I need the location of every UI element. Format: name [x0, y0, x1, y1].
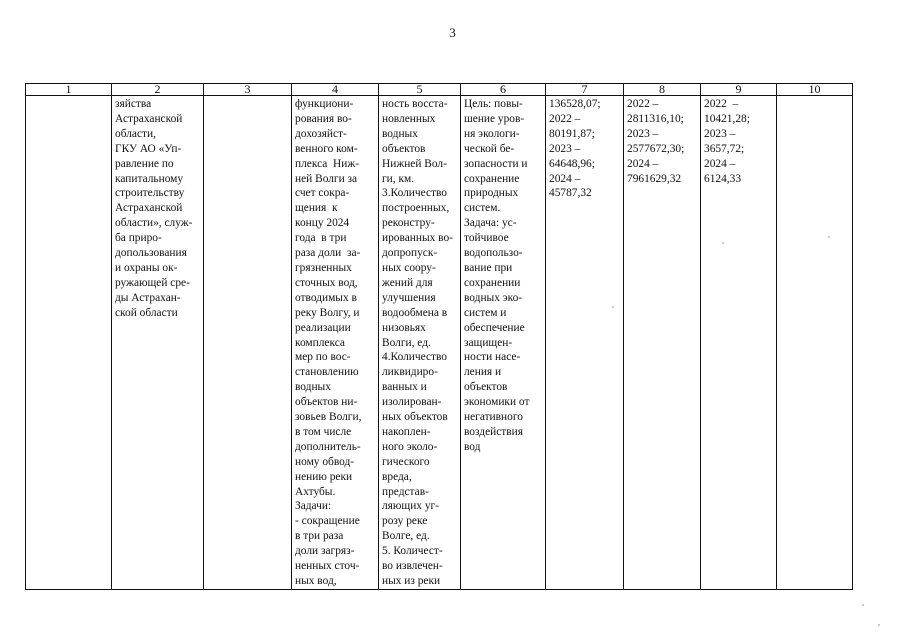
column-header-3: 3 — [204, 84, 292, 96]
table-cell-2 — [112, 96, 204, 590]
column-header-2: 2 — [112, 84, 204, 96]
header-row — [26, 84, 853, 96]
column-header-9: 9 — [701, 84, 777, 96]
column-header-8: 8 — [624, 84, 701, 96]
scan-speck — [828, 236, 830, 238]
column-header-5: 5 — [379, 84, 461, 96]
table-cell-1 — [26, 96, 112, 590]
cell-text: ность восста- новленных водных объектов Нижней Вол- ги, км. 3.Количество построенных, реконстру- ированных во- допропуск- ных соору- жений для улучшения водообмена в низовьях Волги, ед. 4.Количество ликвидиро- ванных и изолирован- ных объектов накоплен- ного эколо- гического вреда, представ- ляющих уг- розу реке Волге, ед. 5. Количест- во извлечен- ных из реки — [382, 98, 453, 587]
cell-text: Цель: повы- шение уров- ня экологи- ческой бе- зопасности и сохранение природных систем. Задача: ус- тойчивое водопользо- вание при сохранении водных эко- систем и обеспечение защищен- ности насе- ления и объектов экономики от негативного воздействия вод — [464, 98, 530, 453]
scan-speck — [722, 242, 724, 244]
column-header-1: 1 — [26, 84, 112, 96]
table-row — [26, 96, 853, 590]
cell-text: 2022 – 2811316,10; 2023 – 2577672,30; 2024 – 7961629,32 — [627, 98, 685, 185]
table-cell-8 — [624, 96, 701, 590]
cell-text: зяйства Астраханской области, ГКУ АО «Уп- равление по капитальному строительству Астраханской области», служ- ба приро- допользования и охраны ок- ружающей сре- ды Астрахан- ской области — [115, 98, 193, 319]
column-header-6: 6 — [461, 84, 546, 96]
cell-text: 2022 – 10421,28; 2023 – 3657,72; 2024 – 6124,33 — [704, 98, 750, 185]
column-header-7: 7 — [546, 84, 624, 96]
column-header-10: 10 — [777, 84, 853, 96]
scan-speck — [862, 604, 864, 606]
table-cell-9 — [701, 96, 777, 590]
table-cell-5 — [379, 96, 461, 590]
data-table — [25, 83, 853, 590]
table-cell-3 — [204, 96, 292, 590]
column-header-4: 4 — [292, 84, 379, 96]
cell-text: функциони- рования во- дохозяйст- венного ком- плекса Ниж- ней Волги за счет сокра- щения к концу 2024 года в три раза доли за- грязненных сточных вод, отводимых в реку Волгу, и реализации комплекса мер по вос- становлению водных объектов ни- зовьев Волги, в том числе дополнитель- ному обвод- нению реки Ахтубы. Задачи: - сокращение в три раза доли загряз- ненных сточ- ных вод, — [295, 98, 362, 587]
table-cell-4 — [292, 96, 379, 590]
table-cell-6 — [461, 96, 546, 590]
scan-speck — [612, 306, 614, 308]
table-cell-7 — [546, 96, 624, 590]
page-number: 3 — [449, 25, 456, 40]
cell-text: 136528,07; 2022 – 80191,87; 2023 – 64648,96; 2024 – 45787,32 — [549, 98, 601, 200]
scan-speck — [878, 624, 880, 626]
table-cell-10 — [777, 96, 853, 590]
